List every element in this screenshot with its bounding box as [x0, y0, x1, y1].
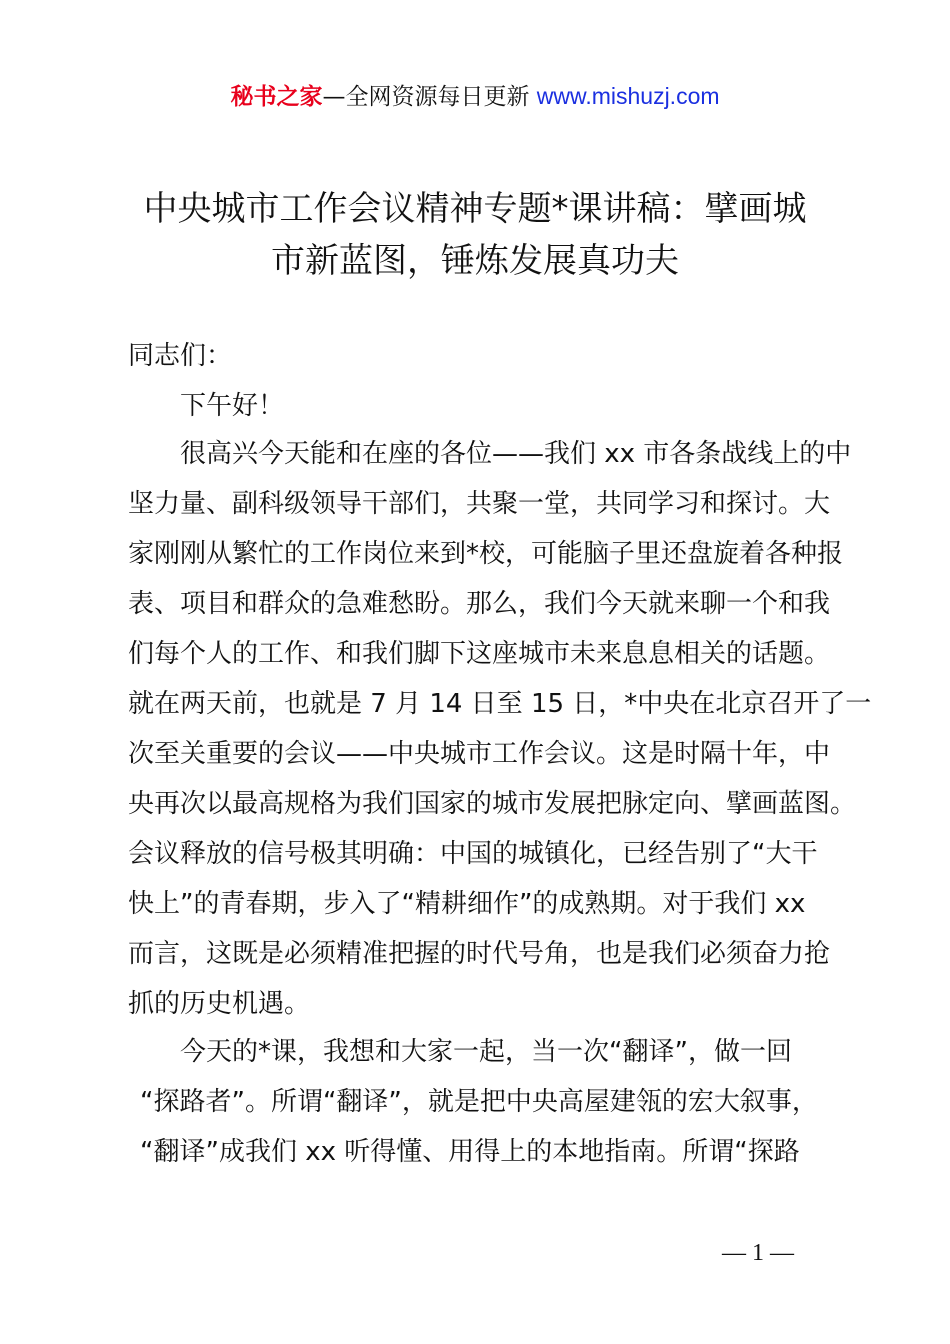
title-line-2: 市新蓝图，锤炼发展真功夫 — [271, 241, 679, 281]
paragraph-line: 们每个人的工作、和我们脚下这座城市未来息息相关的话题。 — [128, 639, 831, 669]
paragraph-line: 快上”的青春期，步入了“精耕细作”的成熟期。对于我们 xx — [128, 889, 806, 919]
brand-name: 秘书之家 — [230, 84, 323, 110]
paragraph-line: 家刚刚从繁忙的工作岗位来到*校，可能脑子里还盘旋着各种报 — [128, 539, 844, 569]
paragraph-line: 央再次以最高规格为我们国家的城市发展把脉定向、擘画蓝图。 — [128, 789, 857, 819]
salutation: 同志们： — [128, 341, 233, 371]
greeting: 下午好！ — [180, 391, 285, 421]
paragraph-line: 抓的历史机遇。 — [128, 989, 311, 1019]
paragraph-line: 而言，这既是必须精准把握的时代号角，也是我们必须奋力抢 — [128, 939, 831, 969]
paragraph-line: “翻译”成我们 xx 听得懂、用得上的本地指南。所谓“探路 — [140, 1137, 800, 1167]
paragraph-line: 坚力量、副科级领导干部们，共聚一堂，共同学习和探讨。大 — [128, 489, 831, 519]
document-title — [90, 183, 860, 287]
paragraph-line: 今天的*课，我想和大家一起，当一次“翻译”，做一回 — [180, 1037, 792, 1067]
paragraph-line: 很高兴今天能和在座的各位——我们 xx 市各条战线上的中 — [180, 439, 852, 469]
paragraph-line: 表、项目和群众的急难愁盼。那么，我们今天就来聊一个和我 — [128, 589, 831, 619]
paragraph-line: “探路者”。所谓“翻译”，就是把中央高屋建瓴的宏大叙事， — [140, 1087, 818, 1117]
page-number: — 1 — — [722, 1240, 794, 1266]
site-url[interactable]: www.mishuzj.com — [536, 83, 720, 109]
title-line-1: 中央城市工作会议精神专题*课讲稿：擘画城 — [143, 189, 807, 229]
header-tagline: —全网资源每日更新 — [322, 84, 537, 110]
site-header — [0, 80, 950, 113]
paragraph-line: 次至关重要的会议——中央城市工作会议。这是时隔十年，中 — [128, 739, 831, 769]
paragraph-line: 会议释放的信号极其明确：中国的城镇化，已经告别了“大干 — [128, 839, 818, 869]
paragraph-line: 就在两天前，也就是 7 月 14 日至 15 日，*中央在北京召开了一 — [128, 689, 872, 719]
